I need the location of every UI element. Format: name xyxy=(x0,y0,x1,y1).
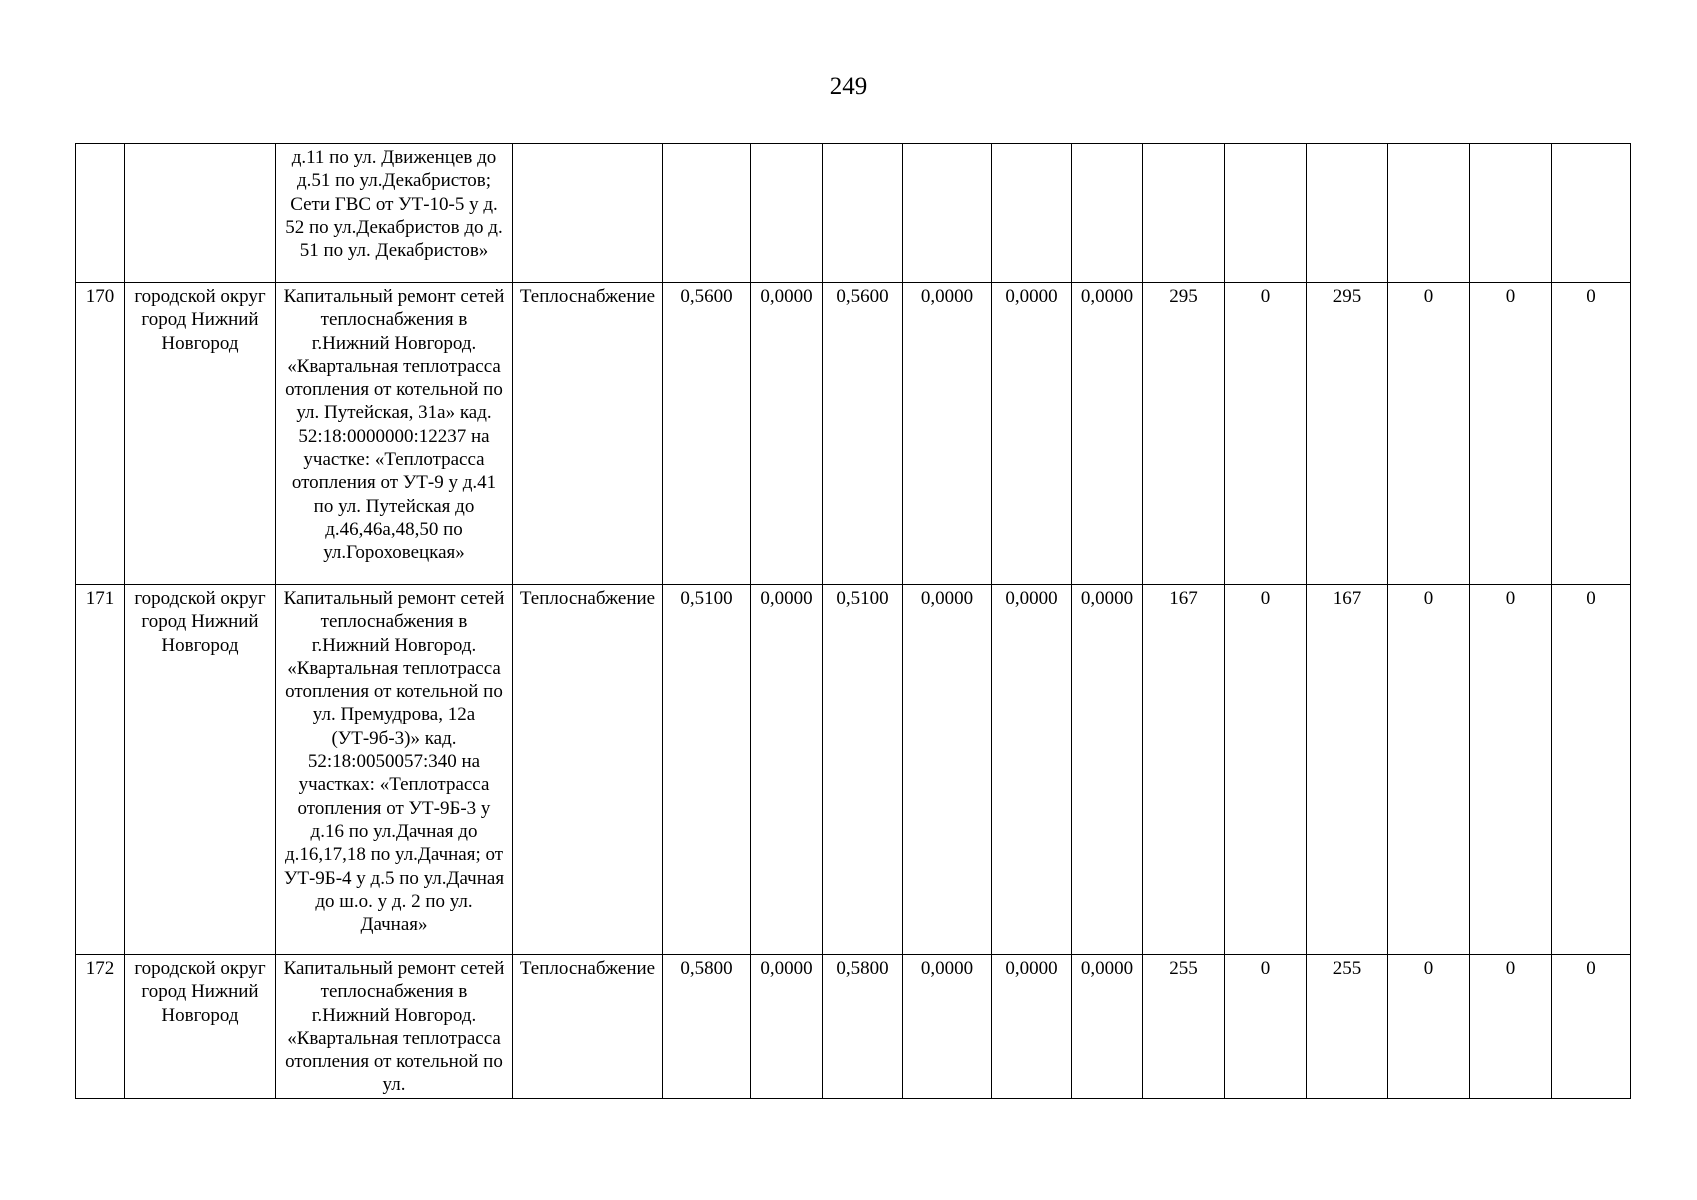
row-number-cell: 170 xyxy=(76,283,125,585)
description-cell: д.11 по ул. Движенцев до д.51 по ул.Декабристов; Сети ГВС от УТ-10-5 у д. 52 по ул.Декабристов до д. 51 по ул. Декабристов» xyxy=(276,144,513,283)
row-number-cell: 171 xyxy=(76,585,125,955)
value-cell: 0 xyxy=(1470,955,1552,1099)
value-cell: 0 xyxy=(1470,283,1552,585)
table-row xyxy=(76,144,1631,283)
value-cell: 0 xyxy=(1388,955,1470,1099)
value-cell: 295 xyxy=(1143,283,1225,585)
municipality-cell: городской округ город Нижний Новгород xyxy=(125,283,276,585)
value-cell xyxy=(1225,144,1307,283)
row-number-cell xyxy=(76,144,125,283)
value-cell: 167 xyxy=(1143,585,1225,955)
value-cell: 0,5100 xyxy=(663,585,751,955)
value-cell: 0 xyxy=(1388,585,1470,955)
page-number: 249 xyxy=(829,73,868,100)
value-cell: 0,5800 xyxy=(663,955,751,1099)
value-cell: 0,5100 xyxy=(823,585,903,955)
value-cell: 0 xyxy=(1225,585,1307,955)
description-cell: Капитальный ремонт сетей теплоснабжения в г.Нижний Новгород. «Квартальная теплотрасса отопления от котельной по ул. xyxy=(276,955,513,1099)
row-number-cell: 172 xyxy=(76,955,125,1099)
value-cell: 0 xyxy=(1552,955,1631,1099)
description-cell: Капитальный ремонт сетей теплоснабжения в г.Нижний Новгород. «Квартальная теплотрасса отопления от котельной по ул. Премудрова, 12а (УТ-9б-3)» кад. 52:18:0050057:340 на участках: «Теплотрасса отопления от УТ-9Б-3 у д.16 по ул.Дачная до д.16,17,18 по ул.Дачная; от УТ-9Б-4 у д.5 по ул.Дачная до ш.о. у д. 2 по ул. Дачная» xyxy=(276,585,513,955)
table-row xyxy=(76,283,1631,585)
value-cell xyxy=(1072,144,1143,283)
value-cell xyxy=(1307,144,1388,283)
value-cell: 255 xyxy=(1143,955,1225,1099)
value-cell: 0,0000 xyxy=(1072,585,1143,955)
data-table xyxy=(75,143,1631,1099)
category-cell xyxy=(513,144,663,283)
value-cell: 0,0000 xyxy=(903,955,992,1099)
value-cell: 0,5600 xyxy=(823,283,903,585)
value-cell xyxy=(1470,144,1552,283)
value-cell: 0 xyxy=(1388,283,1470,585)
category-cell: Теплоснабжение xyxy=(513,283,663,585)
value-cell xyxy=(1552,144,1631,283)
value-cell: 0 xyxy=(1552,585,1631,955)
value-cell: 167 xyxy=(1307,585,1388,955)
value-cell: 0 xyxy=(1225,283,1307,585)
value-cell: 0,0000 xyxy=(1072,955,1143,1099)
value-cell xyxy=(751,144,823,283)
value-cell: 0,0000 xyxy=(903,585,992,955)
value-cell: 0,0000 xyxy=(751,283,823,585)
value-cell xyxy=(823,144,903,283)
value-cell: 0 xyxy=(1552,283,1631,585)
value-cell xyxy=(1143,144,1225,283)
value-cell xyxy=(903,144,992,283)
value-cell: 0,0000 xyxy=(992,955,1072,1099)
value-cell xyxy=(992,144,1072,283)
category-cell: Теплоснабжение xyxy=(513,585,663,955)
value-cell: 0,0000 xyxy=(992,283,1072,585)
value-cell xyxy=(663,144,751,283)
value-cell: 0,5800 xyxy=(823,955,903,1099)
description-cell: Капитальный ремонт сетей теплоснабжения в г.Нижний Новгород. «Квартальная теплотрасса отопления от котельной по ул. Путейская, 31а» кад. 52:18:0000000:12237 на участке: «Теплотрасса отопления от УТ-9 у д.41 по ул. Путейская до д.46,46а,48,50 по ул.Гороховецкая» xyxy=(276,283,513,585)
value-cell: 255 xyxy=(1307,955,1388,1099)
value-cell: 0,5600 xyxy=(663,283,751,585)
value-cell: 0,0000 xyxy=(992,585,1072,955)
value-cell: 0,0000 xyxy=(1072,283,1143,585)
value-cell: 0,0000 xyxy=(751,955,823,1099)
category-cell: Теплоснабжение xyxy=(513,955,663,1099)
municipality-cell xyxy=(125,144,276,283)
value-cell: 295 xyxy=(1307,283,1388,585)
value-cell: 0,0000 xyxy=(751,585,823,955)
table-row xyxy=(76,955,1631,1099)
value-cell: 0,0000 xyxy=(903,283,992,585)
municipality-cell: городской округ город Нижний Новгород xyxy=(125,585,276,955)
value-cell xyxy=(1388,144,1470,283)
value-cell: 0 xyxy=(1470,585,1552,955)
table-row xyxy=(76,585,1631,955)
value-cell: 0 xyxy=(1225,955,1307,1099)
municipality-cell: городской округ город Нижний Новгород xyxy=(125,955,276,1099)
